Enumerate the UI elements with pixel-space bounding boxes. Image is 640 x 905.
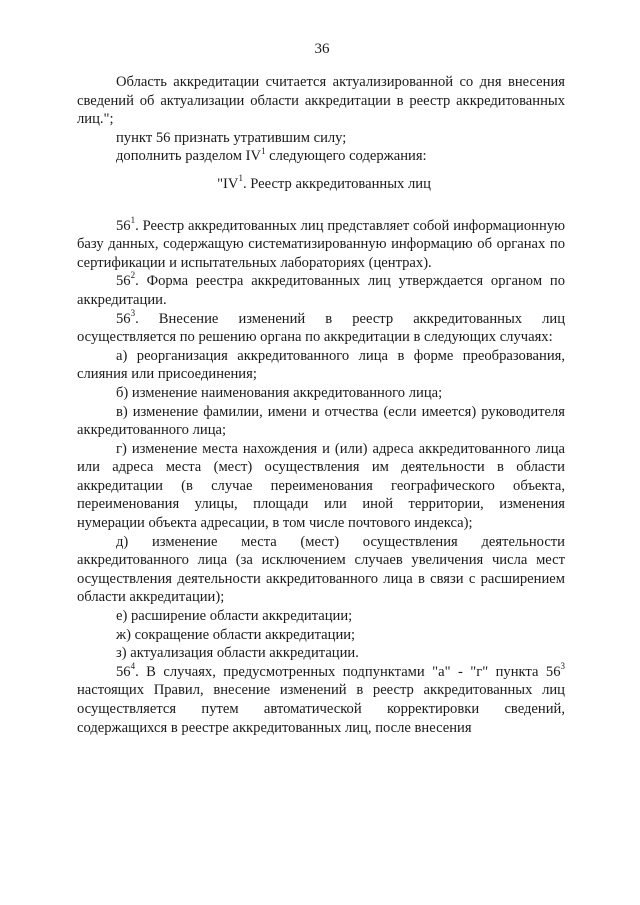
paragraph-56-1 [77,214,565,273]
clause-number: 56 [116,273,131,290]
list-item-a: а) реорганизация аккредитованного лица в форме преобразования, слияния или присоединения; [77,347,565,383]
clause-text-part-1: . В случаях, предусмотренных подпунктами "а" - "г" пункта 56 [135,663,561,680]
section-heading-title: . Реестр аккредитованных лиц [242,175,431,192]
clause-text-part-2: настоящих Правил, внесение изменений в реестр аккредитованных лиц осуществляется путем автоматической корректировки сведений, содержащихся в реестре аккредитованных лиц, после внесения [77,682,565,736]
paragraph-add-section [77,147,565,166]
paragraph-point-56: пункт 56 признать утратившим силу; [116,129,347,146]
reference-superscript: 3 [560,660,565,671]
list-item-b: б) изменение наименования аккредитованного лица; [116,384,443,401]
section-heading-superscript: 1 [238,173,243,184]
spacer [77,203,565,217]
list-item-z: з) актуализация области аккредитации. [116,645,359,662]
clause-text: . Внесение изменений в реестр аккредитованных лиц осуществляется по решению органа по аккредитации в следующих случаях: [77,310,565,346]
section-heading-start: "IV [217,175,239,192]
paragraph-56-2 [77,272,565,309]
clause-superscript: 2 [130,270,136,281]
clause-text: . Реестр аккредитованных лиц представляет собой информационную базу данных, содержащую систематизированную информацию об органах по сертификации и испытательных лабораториях (центрах). [77,217,565,271]
list-item-d: д) изменение места (мест) осуществления деятельности аккредитованного лица (за исключением случаев увеличения числа мест осуществления деятельности аккредитованного лица в связи с расширением области аккредитации); [77,533,565,606]
paragraph-accreditation-scope: Область аккредитации считается актуализированной со дня внесения сведений об актуализации области аккредитации в реестр аккредитованных лиц."; [77,74,565,128]
list-item-e: е) расширение области аккредитации; [116,608,353,625]
clause-number: 56 [116,217,131,234]
document-body [77,73,565,737]
list-item-g: г) изменение места нахождения и (или) адреса аккредитованного лица или адреса места (мест) осуществления им деятельности в области аккредитации (в случае переименования географического объекта, переименования улицы, площади или иной территории, изменения нумерации объекта адресации, в том числе почтового индекса); [77,440,565,532]
section-heading [77,166,565,203]
clause-text: . Форма реестра аккредитованных лиц утверждается органом по аккредитации. [77,273,565,308]
add-section-text-start: дополнить разделом IV [116,148,261,165]
paragraph-56-4 [77,660,565,737]
clause-superscript: 4 [130,660,136,671]
list-item-v: в) изменение фамилии, имени и отчества (если имеется) руководителя аккредитованного лица; [77,403,565,439]
add-section-text-end: следующего содержания: [265,148,427,165]
clause-number: 56 [116,663,131,680]
clause-superscript: 3 [130,307,136,318]
page-number: 36 [314,41,330,57]
clause-number: 56 [116,310,131,327]
clause-superscript: 1 [130,214,136,225]
add-section-superscript: 1 [260,145,266,156]
list-item-zh: ж) сокращение области аккредитации; [116,626,356,643]
paragraph-56-3 [77,307,565,347]
